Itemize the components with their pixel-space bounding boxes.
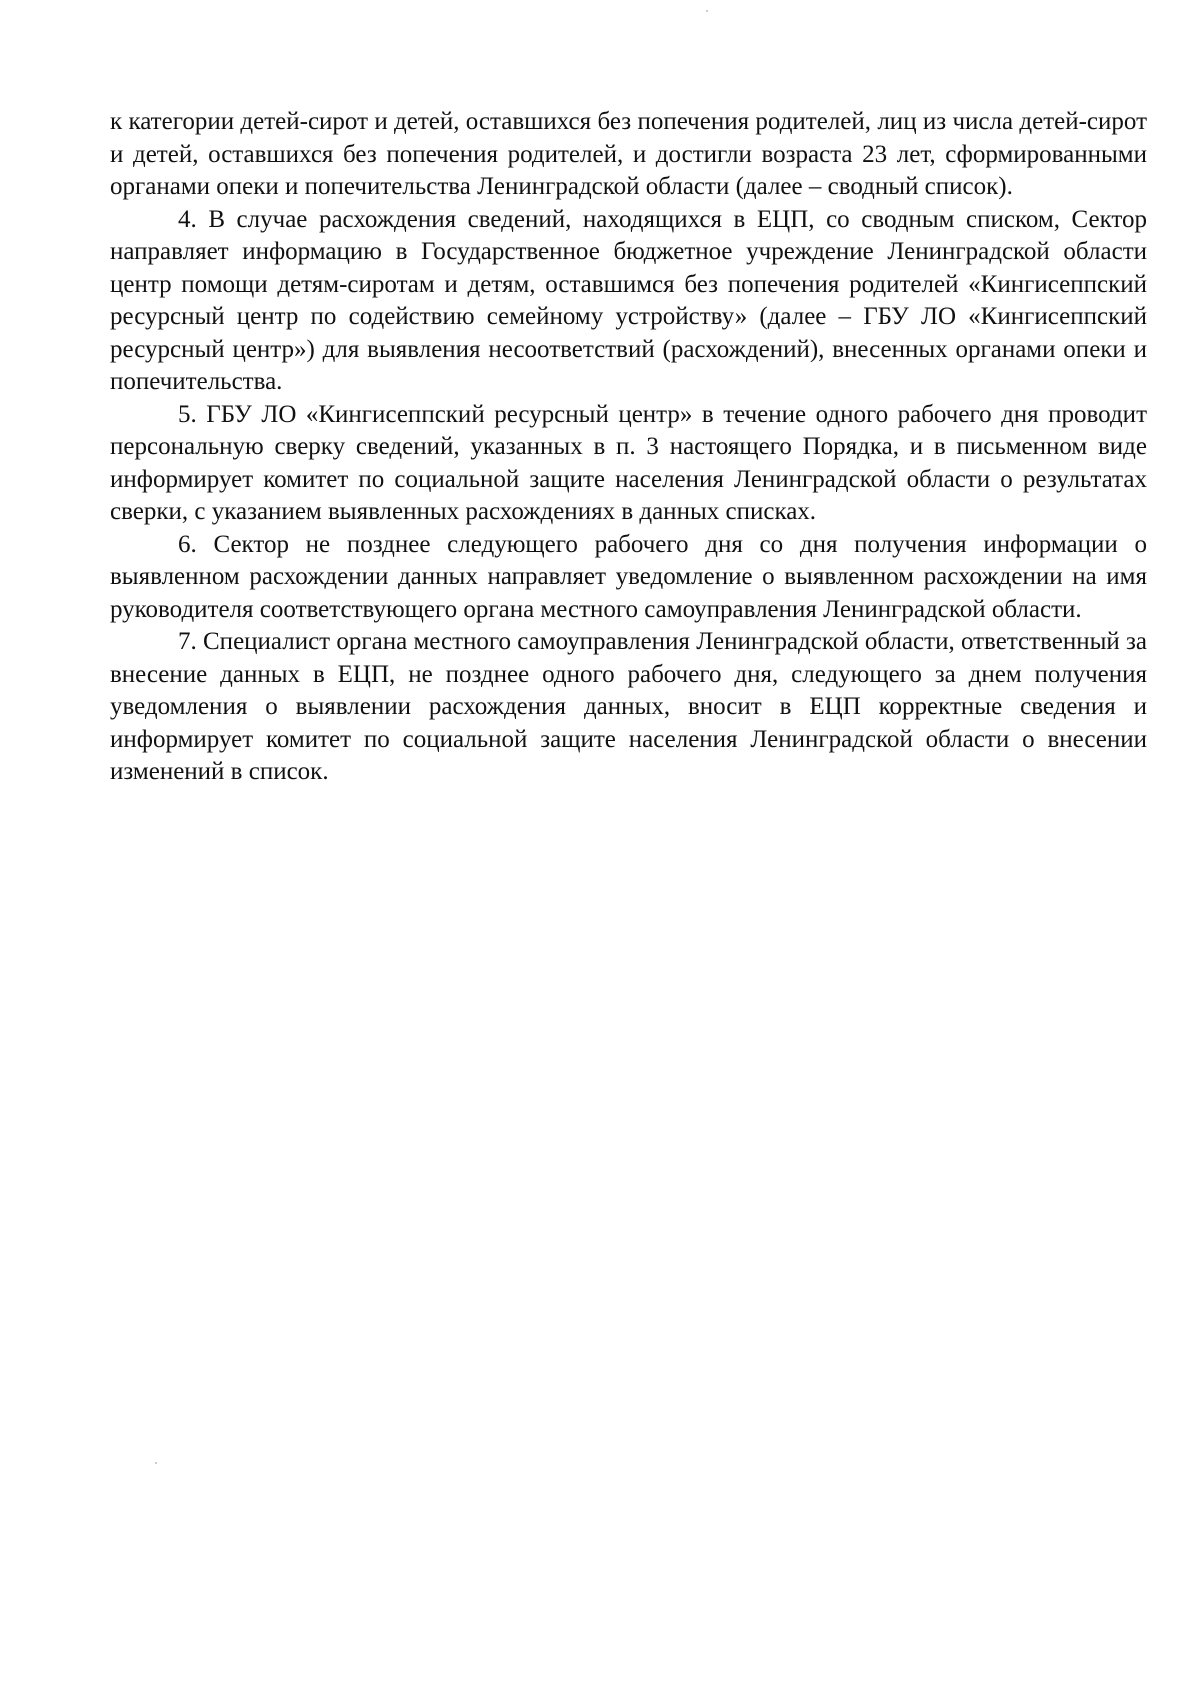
scan-speck <box>706 10 708 12</box>
paragraph-item-6: 6. Сектор не позднее следующего рабочего дня со дня получения информации о выявленном расхождении данных направляет уведомление о выявленном расхождении на имя руководителя соответствующего органа местного самоуправления Ленинградской области. <box>110 530 1147 623</box>
paragraph-item-5: 5. ГБУ ЛО «Кингисеппский ресурсный центр» в течение одного рабочего дня проводит персональную сверку сведений, указанных в п. 3 настоящего Порядка, и в письменном виде информирует комитет по социальной защите населения Ленинградской области о результатах сверки, с указанием выявленных расхождениях в данных списках. <box>110 400 1147 525</box>
paragraph-continuation: к категории детей-сирот и детей, оставшихся без попечения родителей, лиц из числа детей-сирот и детей, оставшихся без попечения родителей, и достигли возраста 23 лет, сформированными органами опеки и попечительства Ленинградской области (далее – сводный список). <box>110 108 1147 200</box>
scan-speck <box>155 1462 157 1464</box>
paragraph-item-7: 7. Специалист органа местного самоуправления Ленинградской области, ответственный за внесение данных в ЕЦП, не позднее одного рабочего дня, следующего за днем получения уведомления о выявлении расхождения данных, вносит в ЕЦП корректные сведения и информирует комитет по социальной защите населения Ленинградской области о внесении изменений в список. <box>110 628 1147 785</box>
paragraph-item-4: 4. В случае расхождения сведений, находящихся в ЕЦП, со сводным списком, Сектор направляет информацию в Государственное бюджетное учреждение Ленинградской области центр помощи детям-сиротам и детям, оставшимся без попечения родителей «Кингисеппский ресурсный центр по содействию семейному устройству» (далее – ГБУ ЛО «Кингисеппский ресурсный центр») для выявления несоответствий (расхождений), внесенных органами опеки и попечительства. <box>110 205 1147 395</box>
document-body <box>110 106 1147 789</box>
